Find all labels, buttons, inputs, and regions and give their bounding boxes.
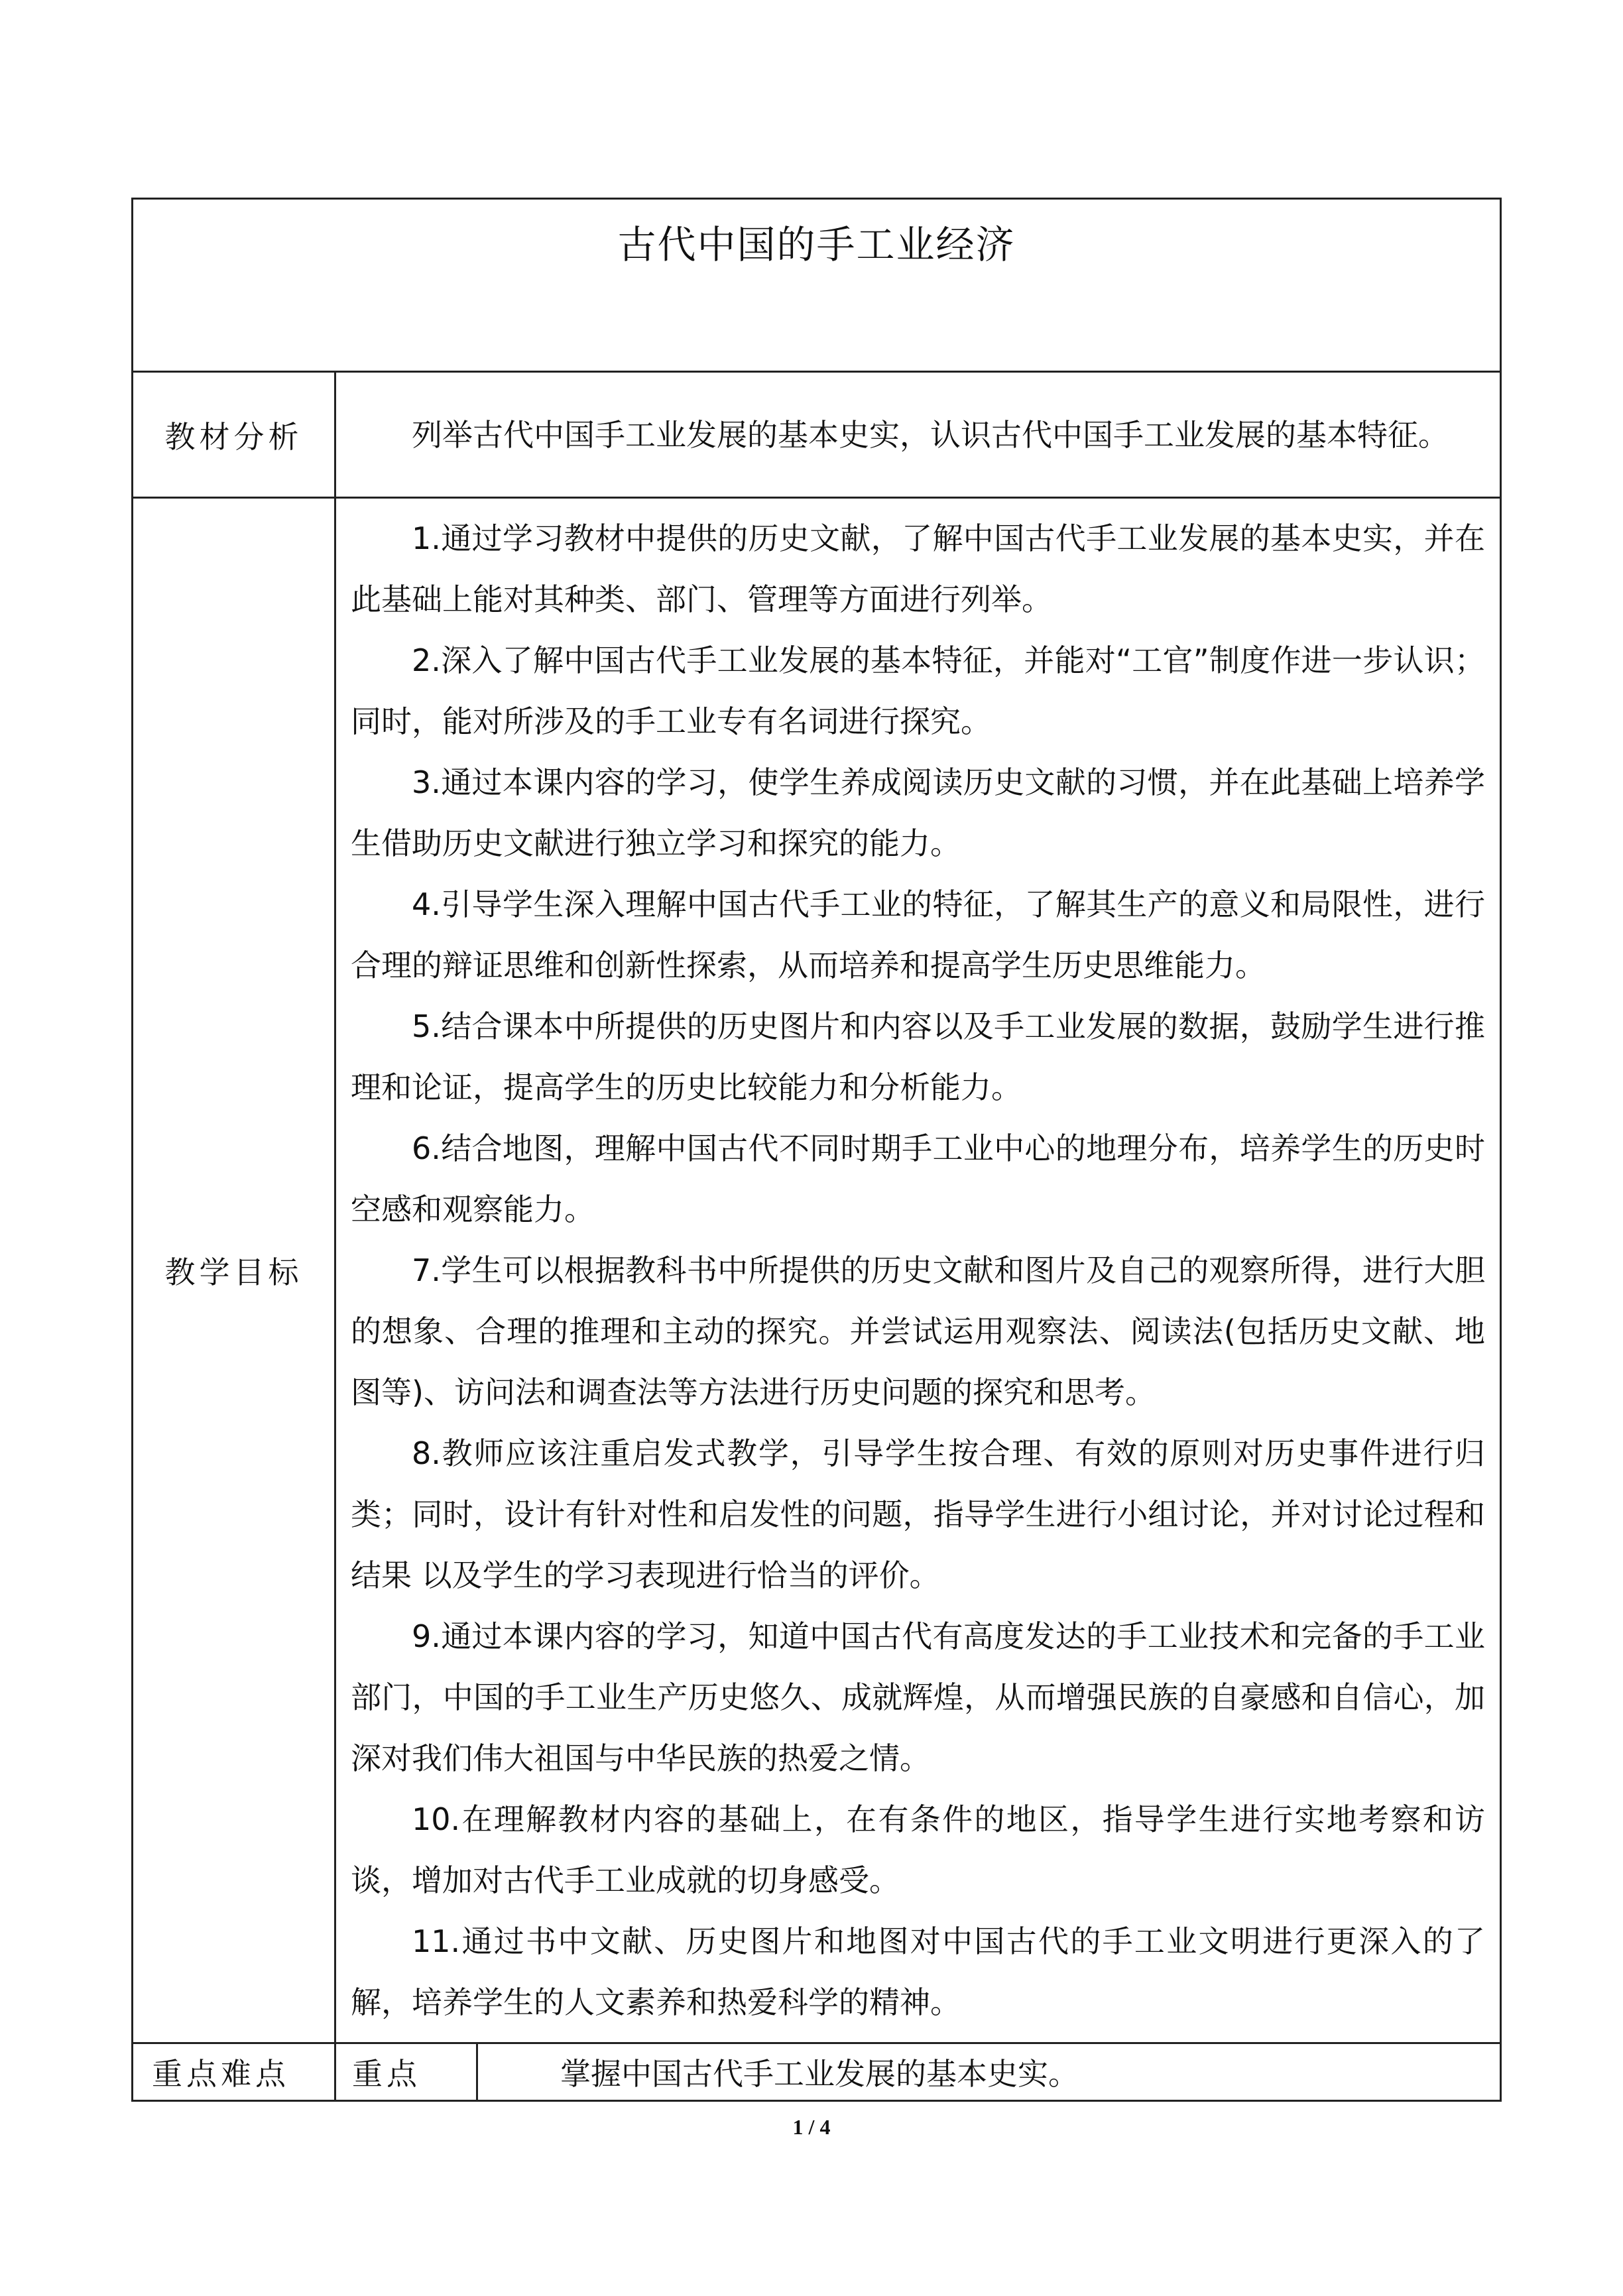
objective-item: 7.学生可以根据教科书中所提供的历史文献和图片及自己的观察所得，进行大胆的想象、合理的推理和主动的探究。并尝试运用观察法、阅读法(包括历史文献、地图等)、访问法和调查法等方法进行历史问题的探究和思考。 bbox=[351, 1252, 1486, 1410]
analysis-row bbox=[133, 372, 1501, 498]
objectives-content bbox=[335, 498, 1501, 2043]
key-points-label: 重点难点 bbox=[133, 2043, 335, 2101]
objective-item: 1.通过学习教材中提供的历史文献，了解中国古代手工业发展的基本史实，并在此基础上能对其种类、部门、管理等方面进行列举。 bbox=[351, 520, 1486, 617]
objectives-label: 教学目标 bbox=[133, 498, 335, 2043]
objective-item: 5.结合课本中所提供的历史图片和内容以及手工业发展的数据，鼓励学生进行推理和论证，提高学生的历史比较能力和分析能力。 bbox=[351, 1008, 1486, 1105]
key-points-sublabel: 重点 bbox=[335, 2043, 477, 2101]
title-cell bbox=[133, 199, 1501, 372]
key-points-text: 掌握中国古代手工业发展的基本史实。 bbox=[477, 2043, 1501, 2101]
analysis-content bbox=[335, 372, 1501, 498]
objective-item: 2.深入了解中国古代手工业发展的基本特征，并能对“工官”制度作进一步认识；同时，能对所涉及的手工业专有名词进行探究。 bbox=[351, 642, 1486, 739]
objective-item: 9.通过本课内容的学习，知道中国古代有高度发达的手工业技术和完备的手工业部门，中国的手工业生产历史悠久、成就辉煌，从而增强民族的自豪感和自信心，加深对我们伟大祖国与中华民族的热爱之情。 bbox=[351, 1618, 1486, 1776]
page-title: 古代中国的手工业经济 bbox=[617, 222, 1016, 267]
objectives-row bbox=[133, 498, 1501, 2043]
analysis-text: 列举古代中国手工业发展的基本史实，认识古代中国手工业发展的基本特征。 bbox=[412, 416, 1449, 453]
lesson-plan-table bbox=[131, 198, 1502, 2102]
objective-item: 11.通过书中文献、历史图片和地图对中国古代的手工业文明进行更深入的了解，培养学生的人文素养和热爱科学的精神。 bbox=[351, 1923, 1486, 2020]
objective-item: 4.引导学生深入理解中国古代手工业的特征，了解其生产的意义和局限性，进行合理的辩证思维和创新性探索，从而培养和提高学生历史思维能力。 bbox=[351, 886, 1486, 983]
analysis-label: 教材分析 bbox=[133, 372, 335, 498]
objective-item: 3.通过本课内容的学习，使学生养成阅读历史文献的习惯，并在此基础上培养学生借助历史文献进行独立学习和探究的能力。 bbox=[351, 764, 1486, 861]
title-row bbox=[133, 199, 1501, 372]
page-indicator: 1 / 4 bbox=[792, 2115, 831, 2139]
objective-item: 6.结合地图，理解中国古代不同时期手工业中心的地理分布，培养学生的历史时空感和观察能力。 bbox=[351, 1130, 1486, 1227]
objective-item: 8.教师应该注重启发式教学，引导学生按合理、有效的原则对历史事件进行归类；同时，设计有针对性和启发性的问题，指导学生进行小组讨论，并对讨论过程和结果 以及学生的学习表现进行恰当的评价。 bbox=[351, 1435, 1486, 1593]
objective-item: 10.在理解教材内容的基础上，在有条件的地区，指导学生进行实地考察和访谈，增加对古代手工业成就的切身感受。 bbox=[351, 1801, 1486, 1898]
key-points-row bbox=[133, 2043, 1501, 2101]
